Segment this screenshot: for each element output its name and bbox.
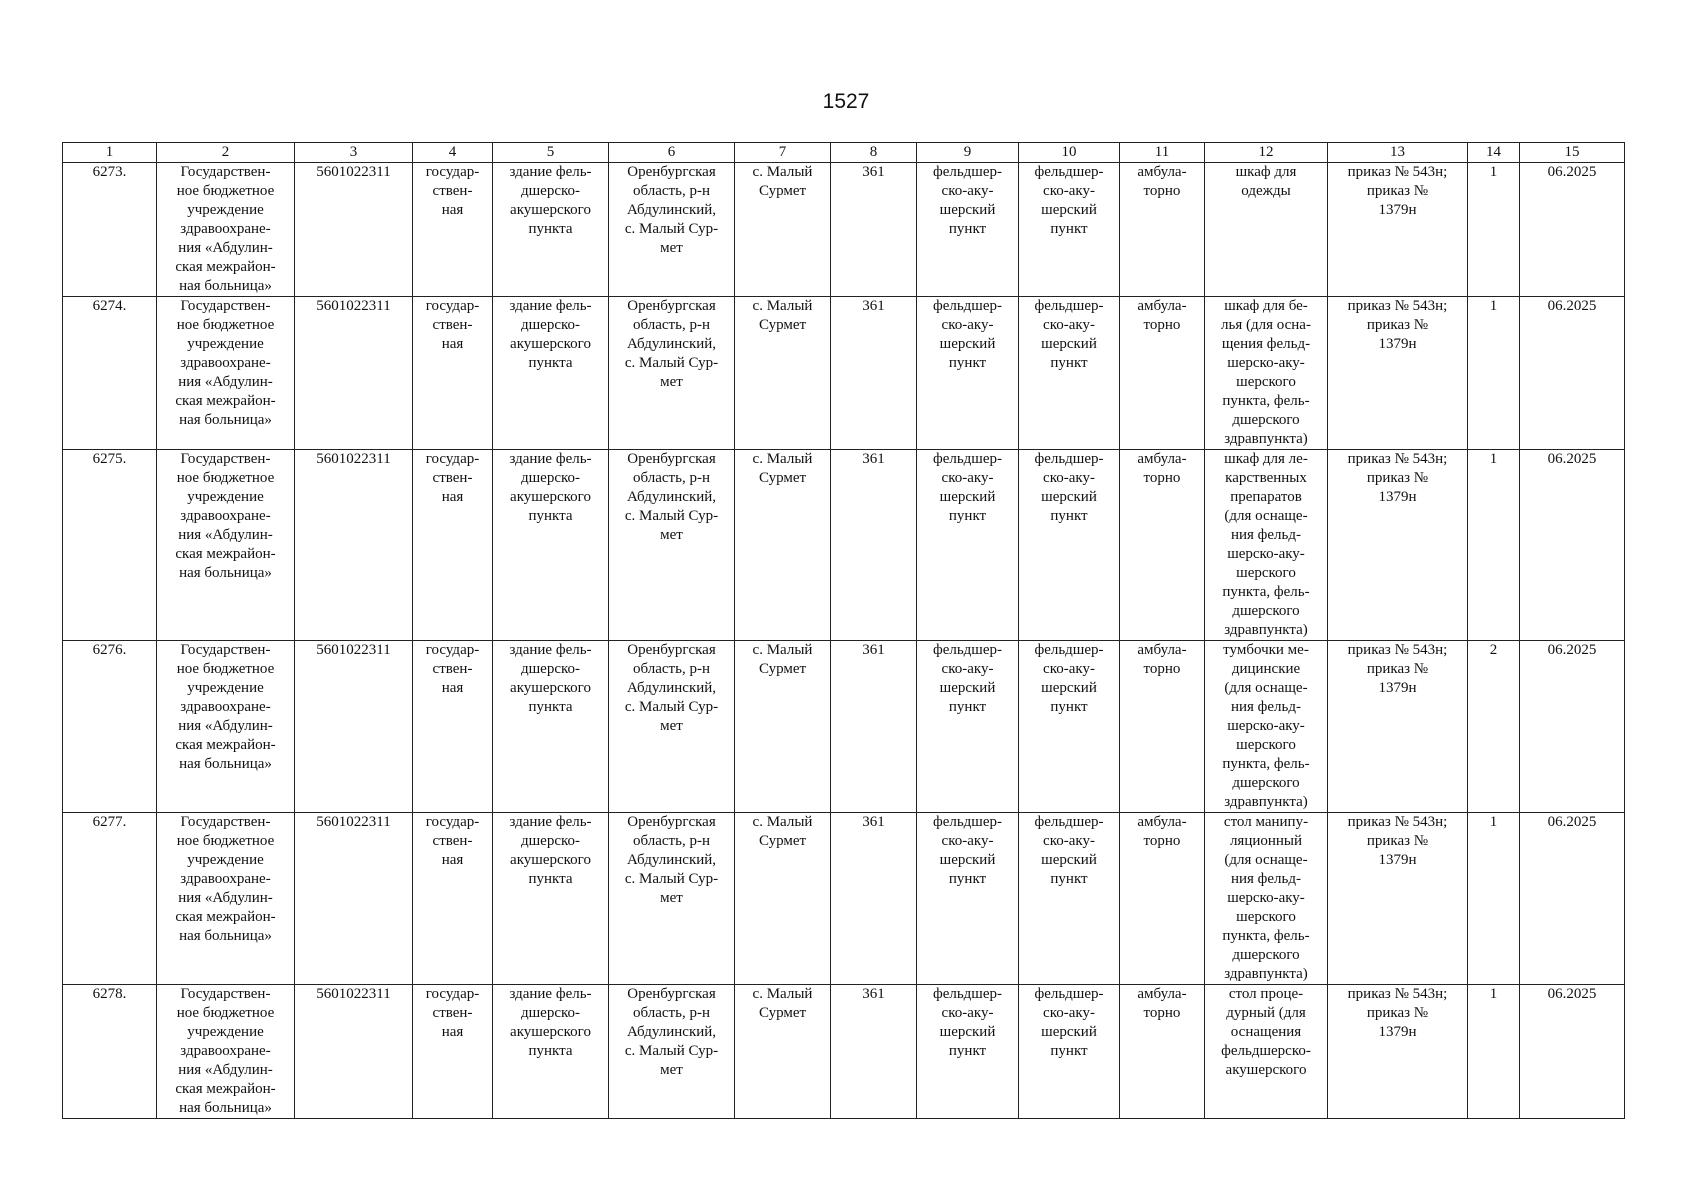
column-header: 14 — [1468, 143, 1520, 163]
column-header: 13 — [1328, 143, 1468, 163]
date: 06.2025 — [1520, 985, 1625, 1119]
code: 361 — [831, 163, 917, 297]
column-header: 11 — [1120, 143, 1205, 163]
date: 06.2025 — [1520, 297, 1625, 450]
unit-subtype: фельдшер- ско-аку- шерский пункт — [1019, 450, 1120, 641]
column-header: 3 — [295, 143, 413, 163]
column-header: 9 — [917, 143, 1019, 163]
column-number-row — [63, 143, 1625, 163]
column-header: 4 — [413, 143, 493, 163]
quantity: 1 — [1468, 297, 1520, 450]
table-row — [63, 163, 1625, 297]
column-header: 6 — [609, 143, 735, 163]
settlement: с. Малый Сурмет — [735, 985, 831, 1119]
settlement: с. Малый Сурмет — [735, 450, 831, 641]
ownership-form: государ- ствен- ная — [413, 985, 493, 1119]
column-header: 12 — [1205, 143, 1328, 163]
unit-subtype: фельдшер- ско-аку- шерский пункт — [1019, 985, 1120, 1119]
row-number: 6278. — [63, 985, 157, 1119]
order: приказ № 543н; приказ № 1379н — [1328, 985, 1468, 1119]
building: здание фель- дшерско- акушерского пункта — [493, 450, 609, 641]
building: здание фель- дшерско- акушерского пункта — [493, 985, 609, 1119]
order: приказ № 543н; приказ № 1379н — [1328, 813, 1468, 985]
date: 06.2025 — [1520, 450, 1625, 641]
address: Оренбургская область, р-н Абдулинский, с. Малый Сур- мет — [609, 297, 735, 450]
row-number: 6275. — [63, 450, 157, 641]
equipment: тумбочки ме- дицинские (для оснаще- ния фельд- шерско-аку- шерского пункта, фель- дшерского здравпункта) — [1205, 641, 1328, 813]
address: Оренбургская область, р-н Абдулинский, с. Малый Сур- мет — [609, 641, 735, 813]
row-number: 6277. — [63, 813, 157, 985]
address: Оренбургская область, р-н Абдулинский, с. Малый Сур- мет — [609, 163, 735, 297]
code: 361 — [831, 813, 917, 985]
date: 06.2025 — [1520, 813, 1625, 985]
organization-name: Государствен- ное бюджетное учреждение здравоохране- ния «Абдулин- ская межрайон- ная больница» — [157, 297, 295, 450]
address: Оренбургская область, р-н Абдулинский, с. Малый Сур- мет — [609, 450, 735, 641]
equipment: стол манипу- ляционный (для оснаще- ния фельд- шерско-аку- шерского пункта, фель- дшерского здравпункта) — [1205, 813, 1328, 985]
unit-type: фельдшер- ско-аку- шерский пункт — [917, 813, 1019, 985]
quantity: 1 — [1468, 813, 1520, 985]
quantity: 1 — [1468, 163, 1520, 297]
care-condition: амбула- торно — [1120, 985, 1205, 1119]
quantity: 2 — [1468, 641, 1520, 813]
unit-subtype: фельдшер- ско-аку- шерский пункт — [1019, 641, 1120, 813]
ownership-form: государ- ствен- ная — [413, 813, 493, 985]
inn: 5601022311 — [295, 813, 413, 985]
table-row — [63, 450, 1625, 641]
column-header: 10 — [1019, 143, 1120, 163]
organization-name: Государствен- ное бюджетное учреждение здравоохране- ния «Абдулин- ская межрайон- ная больница» — [157, 985, 295, 1119]
quantity: 1 — [1468, 450, 1520, 641]
code: 361 — [831, 450, 917, 641]
settlement: с. Малый Сурмет — [735, 813, 831, 985]
order: приказ № 543н; приказ № 1379н — [1328, 641, 1468, 813]
equipment: стол проце- дурный (для оснащения фельдшерско- акушерского — [1205, 985, 1328, 1119]
column-header: 1 — [63, 143, 157, 163]
organization-name: Государствен- ное бюджетное учреждение здравоохране- ния «Абдулин- ская межрайон- ная больница» — [157, 813, 295, 985]
column-header: 5 — [493, 143, 609, 163]
unit-subtype: фельдшер- ско-аку- шерский пункт — [1019, 163, 1120, 297]
table-row — [63, 297, 1625, 450]
unit-type: фельдшер- ско-аку- шерский пункт — [917, 641, 1019, 813]
page-number: 1527 — [822, 90, 870, 113]
unit-type: фельдшер- ско-аку- шерский пункт — [917, 163, 1019, 297]
column-header: 15 — [1520, 143, 1625, 163]
date: 06.2025 — [1520, 163, 1625, 297]
unit-type: фельдшер- ско-аку- шерский пункт — [917, 985, 1019, 1119]
inn: 5601022311 — [295, 163, 413, 297]
table-row — [63, 985, 1625, 1119]
ownership-form: государ- ствен- ная — [413, 163, 493, 297]
care-condition: амбула- торно — [1120, 813, 1205, 985]
table-row — [63, 813, 1625, 985]
organization-name: Государствен- ное бюджетное учреждение здравоохране- ния «Абдулин- ская межрайон- ная больница» — [157, 450, 295, 641]
order: приказ № 543н; приказ № 1379н — [1328, 163, 1468, 297]
address: Оренбургская область, р-н Абдулинский, с. Малый Сур- мет — [609, 813, 735, 985]
order: приказ № 543н; приказ № 1379н — [1328, 450, 1468, 641]
care-condition: амбула- торно — [1120, 450, 1205, 641]
unit-type: фельдшер- ско-аку- шерский пункт — [917, 450, 1019, 641]
registry-table — [62, 142, 1625, 1119]
settlement: с. Малый Сурмет — [735, 297, 831, 450]
order: приказ № 543н; приказ № 1379н — [1328, 297, 1468, 450]
code: 361 — [831, 641, 917, 813]
organization-name: Государствен- ное бюджетное учреждение здравоохране- ния «Абдулин- ская межрайон- ная больница» — [157, 163, 295, 297]
quantity: 1 — [1468, 985, 1520, 1119]
care-condition: амбула- торно — [1120, 297, 1205, 450]
column-header: 7 — [735, 143, 831, 163]
table-row — [63, 641, 1625, 813]
code: 361 — [831, 297, 917, 450]
equipment: шкаф для бе- лья (для осна- щения фельд- шерско-аку- шерского пункта, фель- дшерского здравпункта) — [1205, 297, 1328, 450]
inn: 5601022311 — [295, 641, 413, 813]
row-number: 6274. — [63, 297, 157, 450]
care-condition: амбула- торно — [1120, 163, 1205, 297]
building: здание фель- дшерско- акушерского пункта — [493, 641, 609, 813]
code: 361 — [831, 985, 917, 1119]
care-condition: амбула- торно — [1120, 641, 1205, 813]
unit-subtype: фельдшер- ско-аку- шерский пункт — [1019, 813, 1120, 985]
unit-subtype: фельдшер- ско-аку- шерский пункт — [1019, 297, 1120, 450]
ownership-form: государ- ствен- ная — [413, 297, 493, 450]
settlement: с. Малый Сурмет — [735, 163, 831, 297]
date: 06.2025 — [1520, 641, 1625, 813]
address: Оренбургская область, р-н Абдулинский, с. Малый Сур- мет — [609, 985, 735, 1119]
row-number: 6276. — [63, 641, 157, 813]
column-header: 8 — [831, 143, 917, 163]
column-header: 2 — [157, 143, 295, 163]
building: здание фель- дшерско- акушерского пункта — [493, 813, 609, 985]
inn: 5601022311 — [295, 985, 413, 1119]
inn: 5601022311 — [295, 297, 413, 450]
building: здание фель- дшерско- акушерского пункта — [493, 297, 609, 450]
row-number: 6273. — [63, 163, 157, 297]
equipment: шкаф для ле- карственных препаратов (для оснаще- ния фельд- шерско-аку- шерского пункта, фель- дшерского здравпункта) — [1205, 450, 1328, 641]
building: здание фель- дшерско- акушерского пункта — [493, 163, 609, 297]
inn: 5601022311 — [295, 450, 413, 641]
ownership-form: государ- ствен- ная — [413, 450, 493, 641]
ownership-form: государ- ствен- ная — [413, 641, 493, 813]
settlement: с. Малый Сурмет — [735, 641, 831, 813]
organization-name: Государствен- ное бюджетное учреждение здравоохране- ния «Абдулин- ская межрайон- ная больница» — [157, 641, 295, 813]
unit-type: фельдшер- ско-аку- шерский пункт — [917, 297, 1019, 450]
equipment: шкаф для одежды — [1205, 163, 1328, 297]
